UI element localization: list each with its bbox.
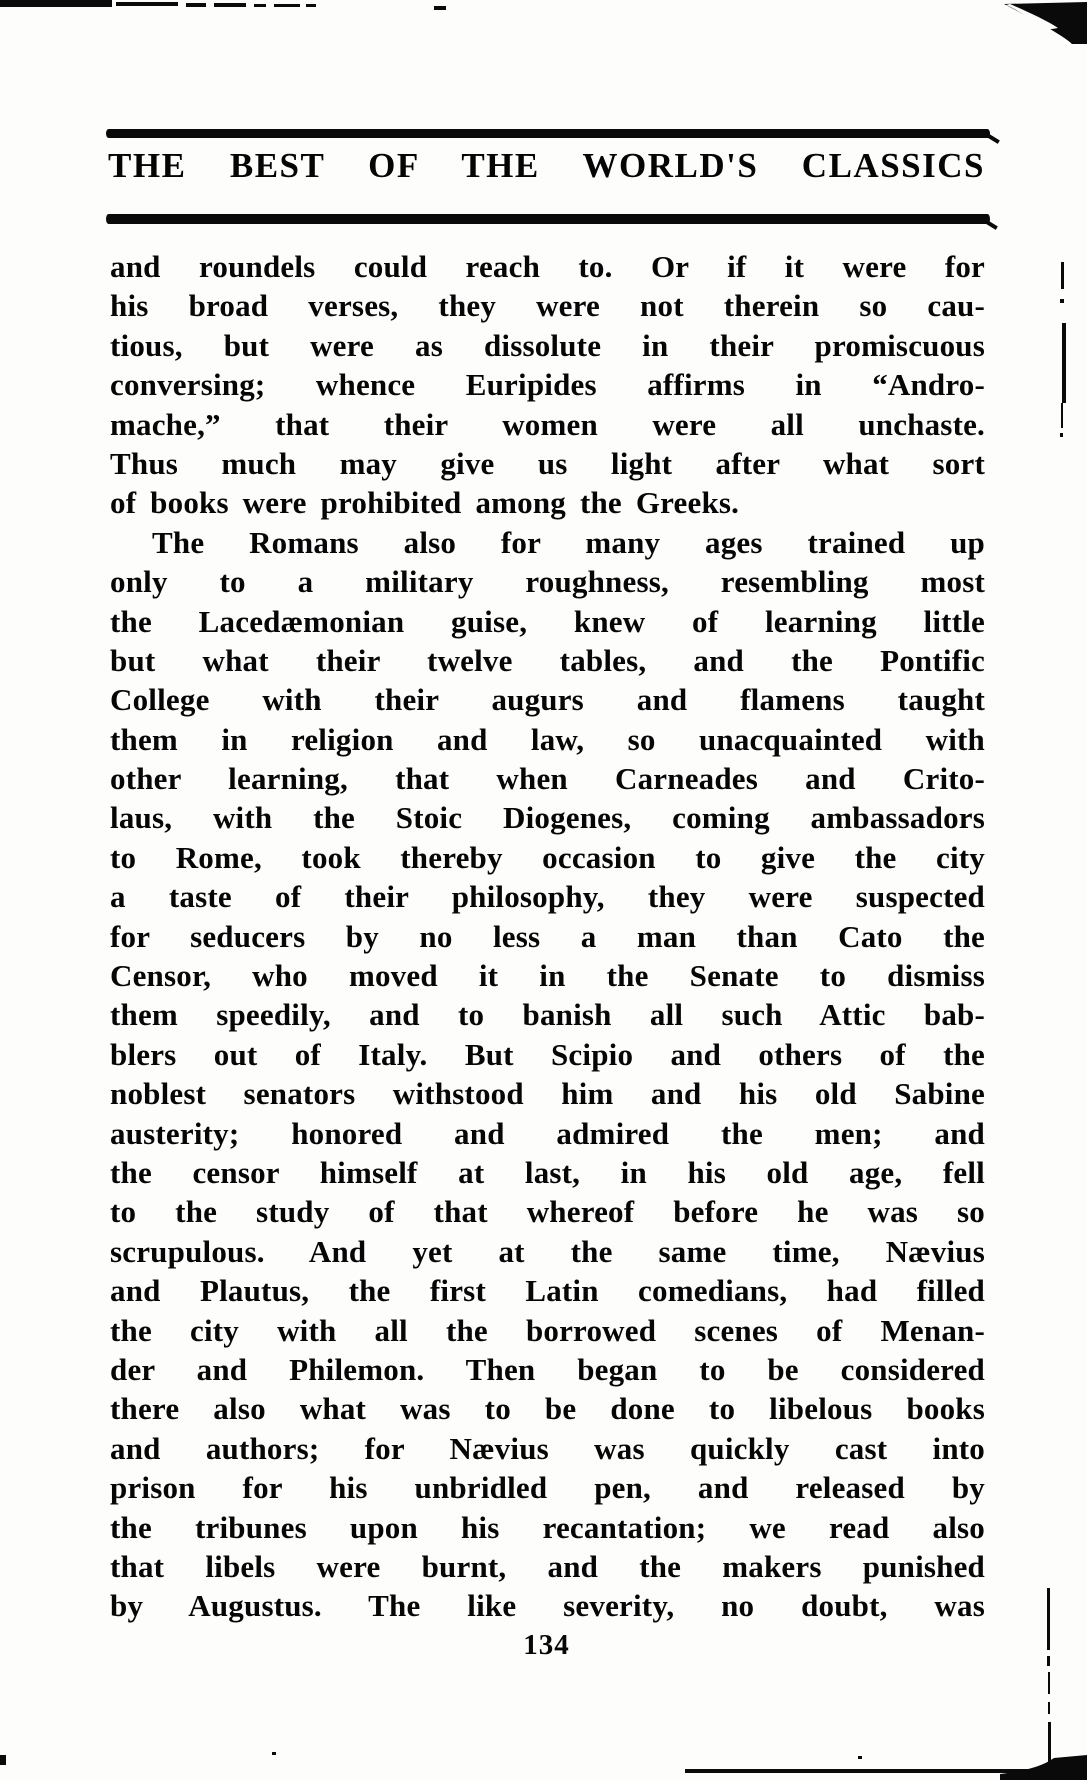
scan-artifact-right-edge [1048,1672,1050,1694]
scan-artifact-right-edge [1047,1588,1050,1650]
text-line: of books were prohibited among the Greeks. [110,485,740,521]
text-line: them speedily, and to banish all such Attic bab- [110,997,985,1033]
scan-artifact-speck [272,1752,276,1755]
text-line: College with their augurs and flamens taught [110,682,985,718]
scan-artifact-right-edge [1060,299,1064,303]
text-line: and Plautus, the first Latin comedians, had filled [110,1273,985,1309]
text-line: and roundels could reach to. Or if it were for [110,249,985,284]
text-line: prison for his unbridled pen, and released by [110,1470,985,1506]
scan-artifact-top-edge [214,3,246,7]
text-line: scrupulous. And yet at the same time, Nævius [110,1233,985,1269]
header-rule-top-tail [984,132,1000,144]
text-line: them in religion and law, so unacquainted with [110,721,985,757]
text-line: but what their twelve tables, and the Pontific [110,642,985,678]
text-line: for seducers by no less a man than Cato the [110,918,985,954]
text-line: his broad verses, they were not therein so cau- [110,288,985,324]
running-head: THE BEST OF THE WORLD'S CLASSICS [108,146,985,185]
text-line: other learning, that when Carneades and Crito- [110,761,985,797]
text-line: conversing; whence Euripides affirms in “Andro- [110,367,985,403]
scan-artifact-right-edge [1062,323,1066,403]
scan-artifact-corner-fold [998,0,1087,48]
header-rule-bottom-tail [982,218,998,230]
page-number: 134 [523,1629,570,1661]
text-line: and authors; for Nævius was quickly cast into [110,1430,985,1466]
scan-artifact-top-edge [0,0,112,7]
text-line: austerity; honored and admired the men; and [110,1115,985,1151]
text-line: tious, but were as dissolute in their promiscuous [110,327,985,363]
scan-artifact-top-edge [116,2,178,6]
text-line: by Augustus. The like severity, no doubt, was [110,1588,985,1624]
text-line: blers out of Italy. But Scipio and others of the [110,1036,985,1072]
text-line: to the study of that whereof before he was so [110,1194,985,1230]
text-line: to Rome, took thereby occasion to give the city [110,839,985,875]
text-line: der and Philemon. Then began to be considered [110,1351,985,1387]
text-line: laus, with the Stoic Diogenes, coming ambassadors [110,800,985,836]
scan-artifact-right-edge [1047,1656,1050,1666]
header-rule-top [106,129,990,138]
scan-artifact-top-edge [434,6,446,10]
header-rule-bottom [106,214,990,224]
text-line: that libels were burnt, and the makers punished [110,1548,985,1584]
text-line: noblest senators withstood him and his old Sabine [110,1076,985,1112]
text-line: Censor, who moved it in the Senate to dismiss [110,958,985,994]
text-line: The Romans also for many ages trained up [152,524,985,560]
text-line: the tribunes upon his recantation; we read also [110,1509,985,1545]
scan-artifact-speck [858,1756,862,1759]
scan-artifact-right-edge [1061,262,1064,289]
body-text [110,247,985,1626]
text-line: only to a military roughness, resembling most [110,564,985,600]
text-line: a taste of their philosophy, they were suspected [110,879,985,915]
text-line: the Lacedæmonian guise, knew of learning little [110,603,985,639]
scan-artifact-speck [0,1755,6,1765]
text-line: the censor himself at last, in his old age, fell [110,1154,985,1190]
text-line: the city with all the borrowed scenes of Menan- [110,1312,985,1348]
text-line: there also what was to be done to libelous books [110,1391,985,1427]
text-line: Thus much may give us light after what sort [110,445,985,481]
scan-artifact-right-edge [1061,403,1063,428]
scan-artifact-top-edge [254,4,266,7]
scan-artifact-right-edge [1048,1702,1050,1714]
scan-artifact-top-edge [274,4,300,7]
scan-artifact-top-edge [186,3,206,7]
scan-artifact-corner-blob [1000,1748,1087,1780]
text-line: mache,” that their women were all unchaste. [110,406,985,442]
scan-artifact-top-edge [306,4,316,7]
scan-artifact-right-edge [1060,433,1063,437]
